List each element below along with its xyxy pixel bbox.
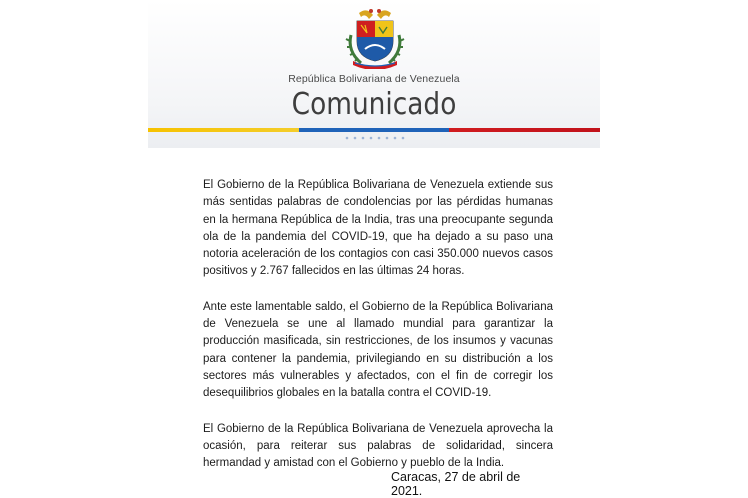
venezuela-coat-of-arms-icon	[345, 5, 405, 69]
flag-color-bar	[148, 128, 600, 132]
paragraph-1: El Gobierno de la República Bolivariana de Venezuela extiende sus más sentidas palabras de condolencias por las pérdidas humanas en la hermana República de la India, tras una preocupante segunda ola de la pandemia del COVID-19, que ha dejado a su paso una notoria aceleración de los contagios con casi 350.000 nuevos casos positivos y 2.767 fallecidos en las últimas 24 horas.	[203, 179, 553, 278]
paragraph-3: El Gobierno de la República Bolivariana de Venezuela aprovecha la ocasión, para reiterar sus palabras de solidaridad, sincera hermandad y amistad con el Gobierno y pueblo de la India.	[203, 422, 553, 470]
place-and-date: Caracas, 27 de abril de 2021.	[391, 470, 521, 498]
page-title: Comunicado	[291, 87, 457, 122]
republic-name: República Bolivariana de Venezuela	[288, 73, 460, 85]
paragraph-2: Ante este lamentable saldo, el Gobierno de la República Bolivariana de Venezuela se une al llamado mundial para garantizar la producción masificada, sin restricciones, de los insumos y vacunas para contener la pandemia, privilegiando en su distribución a los sectores más vulnerables y afectados, con el fin de corregir los desequilibrios globales en la batalla contra el COVID-19.	[203, 300, 553, 400]
communique-body	[203, 177, 553, 490]
flag-stars-icon	[343, 135, 407, 141]
flag-red-stripe	[449, 128, 600, 132]
flag-yellow-stripe	[148, 128, 299, 132]
flag-blue-stripe	[299, 128, 450, 132]
